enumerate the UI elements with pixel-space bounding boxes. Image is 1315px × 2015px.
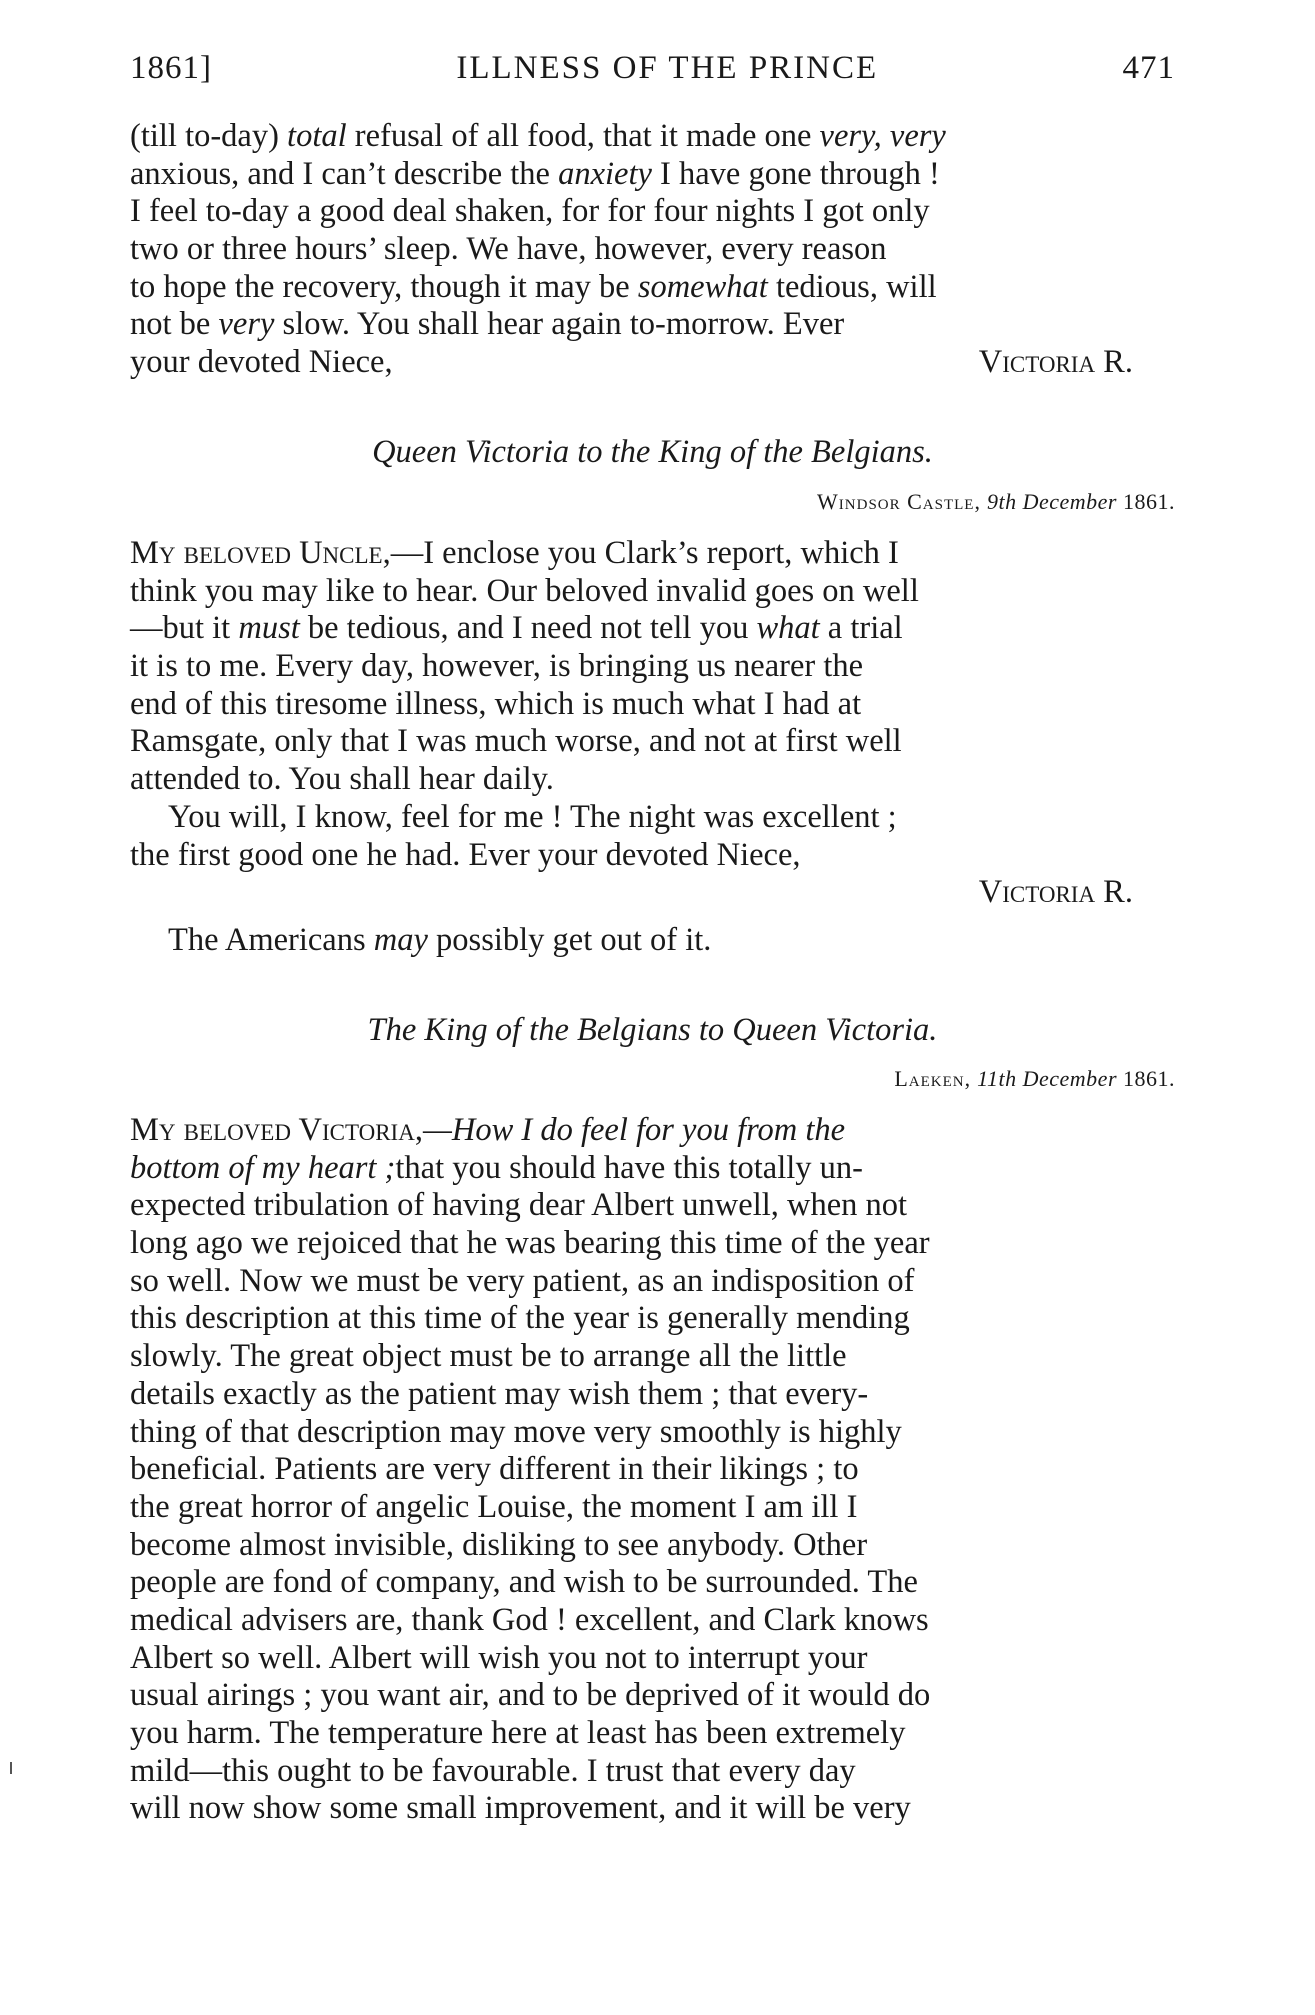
running-head-title: ILLNESS OF THE PRINCE: [456, 50, 879, 86]
salutation: My beloved Victoria,: [130, 1112, 423, 1148]
text-line: —but it must be tedious, and I need not tell you what a trial: [130, 610, 903, 647]
text-line: expected tribulation of having dear Albert unwell, when not: [130, 1187, 908, 1224]
text-line: will now show some small improvement, and it will be very: [130, 1790, 911, 1827]
text-line: My beloved Victoria, —How I do feel for you from the: [130, 1112, 846, 1148]
text-line: bottom of my heart ; that you should have this totally un-: [130, 1149, 863, 1186]
text-line: thing of that description may move very smoothly is highly: [130, 1413, 902, 1450]
page-number: 471: [1122, 50, 1175, 86]
letter-3-dateline: Laeken, 11th December 1861.: [894, 1066, 1175, 1091]
text-line: [130, 874, 1175, 912]
text-line: usual airings ; you want air, and to be deprived of it would do: [130, 1677, 931, 1714]
letter-3-body: [130, 1112, 1175, 1828]
text-line: slowly. The great object must be to arrange all the little: [130, 1338, 847, 1375]
text-line: you harm. The temperature here at least has been extremely: [130, 1715, 906, 1751]
text-line: mild—this ought to be favourable. I trust that every day: [130, 1752, 856, 1789]
running-head-year: 1861]: [130, 50, 212, 86]
text-line: My beloved Uncle, —I enclose you Clark’s report, which I: [130, 535, 899, 571]
text-line: (till to-day) total refusal of all food, that it made one very, very: [130, 118, 946, 154]
text-line: not be very slow. You shall hear again to-morrow. Ever: [130, 306, 845, 343]
salutation: My beloved Uncle,: [130, 535, 391, 571]
text-line: the great horror of angelic Louise, the moment I am ill I: [130, 1488, 858, 1525]
text-line: medical advisers are, thank God ! excellent, and Clark knows: [130, 1601, 929, 1638]
text-line: Ramsgate, only that I was much worse, and not at first well: [130, 723, 902, 760]
text-line: your devoted Niece, Victoria R.: [130, 344, 1175, 382]
text-line: beneficial. Patients are very different in their likings ; to: [130, 1451, 859, 1488]
text-line: two or three hours’ sleep. We have, however, every reason: [130, 231, 887, 268]
text-line: attended to. You shall hear daily.: [130, 761, 554, 798]
text-line: to hope the recovery, though it may be somewhat tedious, will: [130, 268, 937, 305]
signature: Victoria R.: [978, 874, 1133, 911]
signature: Victoria R.: [978, 344, 1133, 381]
running-head: [130, 50, 1175, 94]
text-line: become almost invisible, disliking to see anybody. Other: [130, 1526, 868, 1563]
text-line: You will, I know, feel for me ! The night was excellent ;: [168, 798, 897, 835]
text-line: details exactly as the patient may wish them ; that every-: [130, 1375, 869, 1412]
letter-2-body: [130, 535, 1175, 960]
text-line: anxious, and I can’t describe the anxiety I have gone through !: [130, 155, 940, 192]
postscript: The Americans may possibly get out of it.: [168, 921, 712, 958]
text-line: this description at this time of the year is generally mending: [130, 1300, 910, 1337]
text-line: long ago we rejoiced that he was bearing this time of the year: [130, 1225, 930, 1262]
scan-mark: [10, 1762, 12, 1774]
text-line: end of this tiresome illness, which is much what I had at: [130, 685, 862, 722]
letter-3-heading: The King of the Belgians to Queen Victoria.: [367, 1012, 938, 1048]
letter-2-heading: Queen Victoria to the King of the Belgians.: [372, 434, 933, 470]
letter-2-dateline: Windsor Castle, 9th December 1861.: [817, 489, 1175, 514]
text-line: the first good one he had. Ever your devoted Niece,: [130, 836, 801, 873]
text-line: it is to me. Every day, however, is bringing us nearer the: [130, 648, 864, 685]
text-line: Albert so well. Albert will wish you not to interrupt your: [130, 1639, 868, 1676]
text-line: I feel to-day a good deal shaken, for for four nights I got only: [130, 193, 930, 230]
text-line: think you may like to hear. Our beloved invalid goes on well: [130, 572, 919, 609]
text-line: so well. Now we must be very patient, as an indisposition of: [130, 1262, 915, 1299]
letter-1-continuation: [130, 118, 1175, 382]
text-line: people are fond of company, and wish to be surrounded. The: [130, 1564, 918, 1601]
